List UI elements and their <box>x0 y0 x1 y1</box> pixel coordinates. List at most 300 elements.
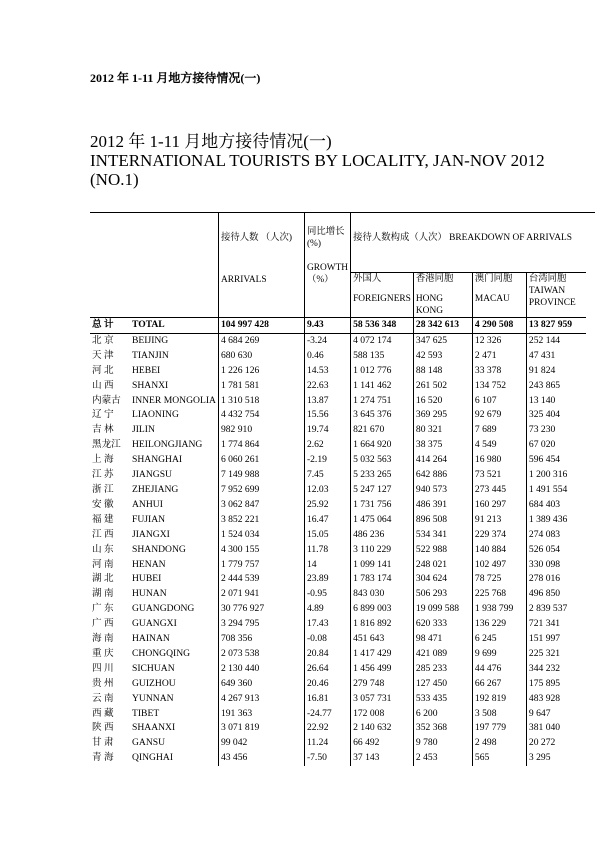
total-row <box>90 318 586 334</box>
total-macau: 4 290 508 <box>472 318 526 334</box>
cell-foreigners: 1 417 429 <box>351 647 414 662</box>
cell-macau: 273 445 <box>472 483 526 498</box>
province-name <box>90 364 218 379</box>
header-taiwan-en: TAIWAN PROVINCE <box>528 286 576 308</box>
header-arrivals-cn: 接待人数 （人次) <box>220 233 293 243</box>
province-name <box>90 751 218 766</box>
cell-macau: 12 326 <box>472 333 526 348</box>
cell-foreigners: 1 475 064 <box>351 513 414 528</box>
table-row <box>90 617 586 632</box>
cell-foreigners: 451 643 <box>351 632 414 647</box>
cell-foreigners: 4 072 174 <box>351 333 414 348</box>
cell-macau: 4 549 <box>472 438 526 453</box>
header-foreigners-cn: 外国人 <box>353 274 382 284</box>
cell-arrivals: 649 360 <box>218 677 304 692</box>
province-name <box>90 692 218 707</box>
cell-foreigners: 2 140 632 <box>351 721 414 736</box>
header-taiwan-cn: 台湾同胞 <box>528 274 567 284</box>
cell-taiwan: 330 098 <box>526 558 586 573</box>
province-name-cn: 黑龙江 <box>92 439 121 451</box>
header-growth-en: GROWTH （%） <box>306 263 349 285</box>
cell-arrivals: 191 363 <box>218 707 304 722</box>
cell-hongkong: 80 321 <box>413 423 472 438</box>
cell-taiwan: 344 232 <box>526 662 586 677</box>
cell-hongkong: 42 593 <box>413 349 472 364</box>
cell-hongkong: 19 099 588 <box>413 602 472 617</box>
cell-arrivals: 3 062 847 <box>218 498 304 513</box>
cell-growth: 15.56 <box>304 408 350 423</box>
table-row <box>90 707 586 722</box>
cell-growth: -0.95 <box>304 587 350 602</box>
cell-taiwan: 9 647 <box>526 707 586 722</box>
cell-macau: 225 768 <box>472 587 526 602</box>
province-name-cn: 西 藏 <box>92 707 114 719</box>
cell-foreigners: 3 645 376 <box>351 408 414 423</box>
cell-hongkong: 6 200 <box>413 707 472 722</box>
province-name <box>90 632 218 647</box>
cell-macau: 2 498 <box>472 736 526 751</box>
table-row <box>90 647 586 662</box>
cell-hongkong: 620 333 <box>413 617 472 632</box>
cell-growth: 14 <box>304 558 350 573</box>
cell-arrivals: 2 130 440 <box>218 662 304 677</box>
cell-macau: 565 <box>472 751 526 766</box>
province-name-en: YUNNAN <box>132 692 174 704</box>
title-number: (NO.1) <box>90 170 139 189</box>
province-name-en: HENAN <box>132 558 166 570</box>
cell-foreigners: 821 670 <box>351 423 414 438</box>
total-hongkong: 28 342 613 <box>413 318 472 334</box>
table-row <box>90 602 586 617</box>
cell-hongkong: 16 520 <box>413 394 472 409</box>
cell-growth: -7.50 <box>304 751 350 766</box>
cell-taiwan: 243 865 <box>526 379 586 394</box>
cell-taiwan: 278 016 <box>526 572 586 587</box>
cell-growth: 0.46 <box>304 349 350 364</box>
cell-hongkong: 486 391 <box>413 498 472 513</box>
cell-arrivals: 1 310 518 <box>218 394 304 409</box>
table-row <box>90 587 586 602</box>
province-name-en: INNER MONGOLIA <box>132 394 216 406</box>
province-name <box>90 677 218 692</box>
province-name <box>90 483 218 498</box>
header-hongkong <box>413 273 472 318</box>
table-row <box>90 394 586 409</box>
cell-growth: -24.77 <box>304 707 350 722</box>
cell-taiwan: 67 020 <box>526 438 586 453</box>
cell-foreigners: 486 236 <box>351 528 414 543</box>
header-growth <box>304 212 350 318</box>
province-name-cn: 贵 州 <box>92 677 114 689</box>
province-name-cn: 广 东 <box>92 603 114 615</box>
header-hongkong-en: HONG KONG <box>415 294 443 316</box>
province-name-en: SHANGHAI <box>132 454 183 466</box>
province-name <box>90 587 218 602</box>
table-row <box>90 528 586 543</box>
cell-taiwan: 274 083 <box>526 528 586 543</box>
cell-macau: 73 521 <box>472 468 526 483</box>
cell-growth: 11.24 <box>304 736 350 751</box>
province-name <box>90 707 218 722</box>
table-row <box>90 453 586 468</box>
cell-macau: 134 752 <box>472 379 526 394</box>
total-label <box>90 318 218 334</box>
cell-arrivals: 982 910 <box>218 423 304 438</box>
table-row <box>90 349 586 364</box>
header-foreigners-en: FOREIGNERS <box>353 294 411 304</box>
cell-macau: 136 229 <box>472 617 526 632</box>
cell-foreigners: 1 141 462 <box>351 379 414 394</box>
header-foreigners <box>351 273 414 318</box>
cell-hongkong: 896 508 <box>413 513 472 528</box>
total-arrivals: 104 997 428 <box>218 318 304 334</box>
cell-hongkong: 414 264 <box>413 453 472 468</box>
province-name-cn: 江 西 <box>92 528 114 540</box>
cell-foreigners: 843 030 <box>351 587 414 602</box>
province-name-cn: 青 海 <box>92 752 114 764</box>
cell-hongkong: 522 988 <box>413 543 472 558</box>
province-name-en: HEBEI <box>132 364 161 376</box>
cell-growth: 20.46 <box>304 677 350 692</box>
cell-growth: 25.92 <box>304 498 350 513</box>
province-name <box>90 453 218 468</box>
cell-growth: 16.81 <box>304 692 350 707</box>
province-name-cn: 河 南 <box>92 558 114 570</box>
cell-growth: 22.92 <box>304 721 350 736</box>
cell-arrivals: 99 042 <box>218 736 304 751</box>
cell-arrivals: 2 073 538 <box>218 647 304 662</box>
province-name-cn: 湖 北 <box>92 573 114 585</box>
province-name-en: HUNAN <box>132 588 167 600</box>
cell-growth: 15.05 <box>304 528 350 543</box>
header-macau-cn: 澳门同胞 <box>474 274 513 284</box>
cell-foreigners: 3 057 731 <box>351 692 414 707</box>
province-name <box>90 572 218 587</box>
province-name-en: JIANGXI <box>132 528 170 540</box>
cell-arrivals: 43 456 <box>218 751 304 766</box>
cell-macau: 91 213 <box>472 513 526 528</box>
cell-foreigners: 279 748 <box>351 677 414 692</box>
province-name-en: SICHUAN <box>132 662 175 674</box>
province-name-cn: 湖 南 <box>92 588 114 600</box>
cell-taiwan: 20 272 <box>526 736 586 751</box>
table-row <box>90 423 586 438</box>
cell-growth: -3.24 <box>304 333 350 348</box>
cell-taiwan: 73 230 <box>526 423 586 438</box>
cell-growth: 14.53 <box>304 364 350 379</box>
cell-growth: 17.43 <box>304 617 350 632</box>
cell-arrivals: 1 524 034 <box>218 528 304 543</box>
title-chinese: 2012 年 1-11 月地方接待情况(一) <box>90 132 332 151</box>
cell-foreigners: 37 143 <box>351 751 414 766</box>
cell-growth: 22.63 <box>304 379 350 394</box>
cell-foreigners: 1 783 174 <box>351 572 414 587</box>
total-label-en: TOTAL <box>132 319 165 330</box>
province-name-en: JILIN <box>132 424 155 436</box>
cell-hongkong: 940 573 <box>413 483 472 498</box>
province-name <box>90 333 218 348</box>
province-name <box>90 647 218 662</box>
province-name-en: FUJIAN <box>132 513 166 525</box>
cell-hongkong: 304 624 <box>413 572 472 587</box>
cell-hongkong: 421 089 <box>413 647 472 662</box>
province-name-en: HAINAN <box>132 633 170 645</box>
total-label-cn: 总 计 <box>92 319 114 330</box>
table-row <box>90 468 586 483</box>
province-name <box>90 423 218 438</box>
province-name-cn: 上 海 <box>92 454 114 466</box>
cell-hongkong: 352 368 <box>413 721 472 736</box>
cell-taiwan: 225 321 <box>526 647 586 662</box>
province-name-en: QINGHAI <box>132 752 174 764</box>
province-name-en: BEIJING <box>132 334 169 346</box>
cell-foreigners: 66 492 <box>351 736 414 751</box>
table-row <box>90 558 586 573</box>
table-row <box>90 736 586 751</box>
province-name-cn: 福 建 <box>92 513 114 525</box>
title-block <box>90 132 590 189</box>
cell-taiwan: 91 824 <box>526 364 586 379</box>
cell-foreigners: 172 008 <box>351 707 414 722</box>
cell-hongkong: 98 471 <box>413 632 472 647</box>
province-name-en: SHAANXI <box>132 722 176 734</box>
cell-growth: 12.03 <box>304 483 350 498</box>
province-name-cn: 辽 宁 <box>92 409 114 421</box>
cell-macau: 92 679 <box>472 408 526 423</box>
cell-hongkong: 347 625 <box>413 333 472 348</box>
province-name-cn: 广 西 <box>92 618 114 630</box>
cell-taiwan: 596 454 <box>526 453 586 468</box>
province-name <box>90 558 218 573</box>
province-name-en: LIAONING <box>132 409 179 421</box>
total-foreigners: 58 536 348 <box>351 318 414 334</box>
header-breakdown: 接待人数构成（人次） BREAKDOWN OF ARRIVALS <box>351 212 587 273</box>
province-name-cn: 吉 林 <box>92 424 114 436</box>
cell-taiwan: 381 040 <box>526 721 586 736</box>
province-name-cn: 海 南 <box>92 633 114 645</box>
province-name-en: SHANXI <box>132 379 169 391</box>
province-name <box>90 438 218 453</box>
table-row <box>90 543 586 558</box>
table-row <box>90 333 586 348</box>
province-name-cn: 四 川 <box>92 662 114 674</box>
cell-hongkong: 506 293 <box>413 587 472 602</box>
cell-macau: 9 699 <box>472 647 526 662</box>
table-row <box>90 632 586 647</box>
province-name-en: HUBEI <box>132 573 162 585</box>
cell-macau: 6 107 <box>472 394 526 409</box>
cell-macau: 2 471 <box>472 349 526 364</box>
table-body <box>90 318 586 334</box>
province-name-en: SHANDONG <box>132 543 186 555</box>
cell-macau: 16 980 <box>472 453 526 468</box>
cell-foreigners: 1 816 892 <box>351 617 414 632</box>
province-name-cn: 陕 西 <box>92 722 114 734</box>
cell-taiwan: 13 140 <box>526 394 586 409</box>
table-row <box>90 751 586 766</box>
cell-growth: 19.74 <box>304 423 350 438</box>
cell-arrivals: 4 684 269 <box>218 333 304 348</box>
province-name-en: TIBET <box>132 707 160 719</box>
table-row <box>90 662 586 677</box>
cell-taiwan: 496 850 <box>526 587 586 602</box>
cell-hongkong: 261 502 <box>413 379 472 394</box>
cell-macau: 78 725 <box>472 572 526 587</box>
province-name-en: GUIZHOU <box>132 677 176 689</box>
header-growth-cn: 同比增长 (%) <box>306 227 345 249</box>
cell-macau: 229 374 <box>472 528 526 543</box>
cell-taiwan: 1 491 554 <box>526 483 586 498</box>
province-name-cn: 天 津 <box>92 349 114 361</box>
cell-foreigners: 1 274 751 <box>351 394 414 409</box>
province-name <box>90 721 218 736</box>
running-head: 2012 年 1-11 月地方接待情况(一) <box>90 71 261 85</box>
cell-growth: 2.62 <box>304 438 350 453</box>
cell-arrivals: 1 779 757 <box>218 558 304 573</box>
table-row <box>90 364 586 379</box>
province-name-en: JIANGSU <box>132 469 172 481</box>
province-name-cn: 甘 肃 <box>92 737 114 749</box>
cell-growth: 16.47 <box>304 513 350 528</box>
province-name <box>90 468 218 483</box>
cell-hongkong: 642 886 <box>413 468 472 483</box>
cell-taiwan: 3 295 <box>526 751 586 766</box>
cell-foreigners: 5 032 563 <box>351 453 414 468</box>
cell-foreigners: 1 664 920 <box>351 438 414 453</box>
cell-arrivals: 7 952 699 <box>218 483 304 498</box>
cell-arrivals: 7 149 988 <box>218 468 304 483</box>
table-row <box>90 438 586 453</box>
cell-hongkong: 127 450 <box>413 677 472 692</box>
header-arrivals-en: ARRIVALS <box>220 275 267 285</box>
header-arrivals <box>218 212 304 318</box>
cell-growth: 23.89 <box>304 572 350 587</box>
header-hongkong-cn: 香港同胞 <box>415 274 454 284</box>
cell-arrivals: 680 630 <box>218 349 304 364</box>
cell-macau: 197 779 <box>472 721 526 736</box>
header-macau <box>472 273 526 318</box>
province-name-cn: 山 西 <box>92 379 114 391</box>
province-name-en: GANSU <box>132 737 166 749</box>
province-name <box>90 394 218 409</box>
cell-hongkong: 285 233 <box>413 662 472 677</box>
table-row <box>90 721 586 736</box>
cell-foreigners: 6 899 003 <box>351 602 414 617</box>
cell-foreigners: 1 012 776 <box>351 364 414 379</box>
table-row <box>90 692 586 707</box>
province-name <box>90 498 218 513</box>
table-row <box>90 677 586 692</box>
province-name-en: ZHEJIANG <box>132 483 179 495</box>
cell-taiwan: 252 144 <box>526 333 586 348</box>
cell-foreigners: 588 135 <box>351 349 414 364</box>
cell-growth: 13.87 <box>304 394 350 409</box>
cell-arrivals: 2 071 941 <box>218 587 304 602</box>
cell-foreigners: 5 233 265 <box>351 468 414 483</box>
cell-growth: 4.89 <box>304 602 350 617</box>
cell-growth: -0.08 <box>304 632 350 647</box>
province-name-cn: 内蒙古 <box>92 394 121 406</box>
cell-arrivals: 3 852 221 <box>218 513 304 528</box>
cell-taiwan: 721 341 <box>526 617 586 632</box>
cell-arrivals: 3 071 819 <box>218 721 304 736</box>
cell-taiwan: 175 895 <box>526 677 586 692</box>
province-rows <box>90 333 586 766</box>
header-taiwan <box>526 273 586 318</box>
cell-arrivals: 1 781 581 <box>218 379 304 394</box>
province-name <box>90 513 218 528</box>
cell-foreigners: 3 110 229 <box>351 543 414 558</box>
cell-taiwan: 483 928 <box>526 692 586 707</box>
table-row <box>90 572 586 587</box>
cell-taiwan: 526 054 <box>526 543 586 558</box>
tourist-arrivals-table <box>90 212 586 766</box>
cell-arrivals: 6 060 261 <box>218 453 304 468</box>
cell-foreigners: 5 247 127 <box>351 483 414 498</box>
cell-macau: 6 245 <box>472 632 526 647</box>
province-name <box>90 736 218 751</box>
province-name-cn: 北 京 <box>92 334 114 346</box>
cell-arrivals: 1 774 864 <box>218 438 304 453</box>
province-name-cn: 浙 江 <box>92 483 114 495</box>
cell-macau: 66 267 <box>472 677 526 692</box>
total-taiwan: 13 827 959 <box>526 318 586 334</box>
cell-macau: 140 884 <box>472 543 526 558</box>
province-name-cn: 安 徽 <box>92 498 114 510</box>
province-name-en: ANHUI <box>132 498 163 510</box>
cell-taiwan: 325 404 <box>526 408 586 423</box>
table-row <box>90 408 586 423</box>
province-name-en: HEILONGJIANG <box>132 439 203 451</box>
cell-taiwan: 684 403 <box>526 498 586 513</box>
cell-growth: 11.78 <box>304 543 350 558</box>
cell-taiwan: 1 389 436 <box>526 513 586 528</box>
cell-hongkong: 248 021 <box>413 558 472 573</box>
table-row <box>90 483 586 498</box>
table-row <box>90 513 586 528</box>
province-name-cn: 江 苏 <box>92 469 114 481</box>
province-name-cn: 山 东 <box>92 543 114 555</box>
cell-arrivals: 3 294 795 <box>218 617 304 632</box>
province-name-cn: 云 南 <box>92 692 114 704</box>
cell-arrivals: 30 776 927 <box>218 602 304 617</box>
cell-macau: 3 508 <box>472 707 526 722</box>
cell-arrivals: 4 267 913 <box>218 692 304 707</box>
cell-taiwan: 2 839 537 <box>526 602 586 617</box>
cell-taiwan: 47 431 <box>526 349 586 364</box>
cell-arrivals: 1 226 126 <box>218 364 304 379</box>
province-name-en: GUANGDONG <box>132 603 195 615</box>
cell-growth: 20.84 <box>304 647 350 662</box>
cell-taiwan: 151 997 <box>526 632 586 647</box>
cell-growth: 7.45 <box>304 468 350 483</box>
cell-macau: 160 297 <box>472 498 526 513</box>
province-name-en: CHONGQING <box>132 647 191 659</box>
title-english: INTERNATIONAL TOURISTS BY LOCALITY, JAN-NOV 2012 <box>90 151 545 170</box>
cell-foreigners: 1 099 141 <box>351 558 414 573</box>
province-name <box>90 662 218 677</box>
cell-arrivals: 708 356 <box>218 632 304 647</box>
cell-macau: 1 938 799 <box>472 602 526 617</box>
total-growth: 9.43 <box>304 318 350 334</box>
cell-hongkong: 88 148 <box>413 364 472 379</box>
cell-hongkong: 533 435 <box>413 692 472 707</box>
cell-arrivals: 4 300 155 <box>218 543 304 558</box>
province-name <box>90 408 218 423</box>
cell-macau: 44 476 <box>472 662 526 677</box>
province-name <box>90 602 218 617</box>
cell-hongkong: 369 295 <box>413 408 472 423</box>
